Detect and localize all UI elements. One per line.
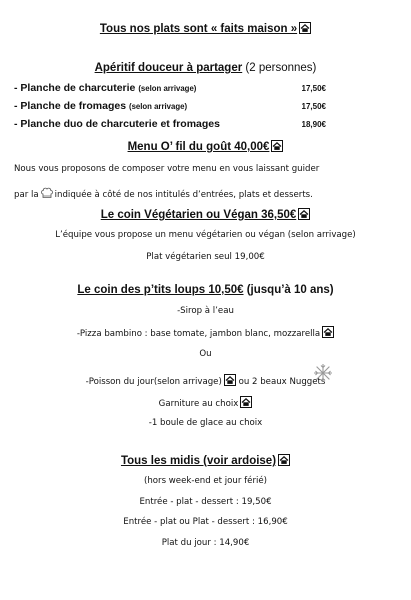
midis-text-2: Entrée - plat - dessert : 19,50€ [139, 497, 272, 507]
house-icon [298, 208, 310, 223]
vegetarien-heading: Le coin Végétarien ou Végan 36,50€ [0, 208, 411, 223]
midis-text-4: Plat du jour : 14,90€ [161, 538, 250, 548]
midis-text-1: (hors week-end et jour férié) [143, 476, 268, 486]
ptits-loups-garniture: Garniture au choix [0, 396, 411, 411]
aperitif-item-fromages: - Planche de fromages (selon arrivage) 17,50€ [14, 100, 326, 112]
aperitif-item-duo: - Planche duo de charcuterie et fromages 18,90€ [14, 118, 326, 130]
chef-hat-icon [40, 186, 54, 203]
menu-fil-heading: Menu O’ fil du goût 40,00€ [0, 140, 411, 155]
vegetarien-text-1: L’équipe vous propose un menu végétarien ou végan (selon arrivage) [55, 230, 356, 240]
ptits-loups-sirop: -Sirop à l’eau [177, 306, 234, 316]
midis-heading: Tous les midis (voir ardoise) [0, 454, 411, 469]
aperitif-item-charcuterie: - Planche de charcuterie (selon arrivage) 17,50€ [14, 82, 326, 94]
midis-text-3: Entrée - plat ou Plat - dessert : 16,90€ [123, 517, 288, 527]
house-icon [240, 396, 252, 411]
menu-fil-text-2: par la indiquée à côté de nos intitulés d’entrées, plats et desserts. [14, 186, 411, 203]
house-icon [271, 140, 283, 155]
ptits-loups-pizza: -Pizza bambino : base tomate, jambon blanc, mozzarella [0, 326, 411, 341]
ptits-loups-heading: Le coin des p’tits loups 10,50€ (jusqu’à 10 ans) [77, 284, 334, 296]
ptits-loups-glace: -1 boule de glace au choix [148, 418, 263, 428]
snowflake-icon [313, 363, 333, 388]
house-icon [224, 374, 236, 389]
menu-fil-text-1: Nous vous proposons de composer votre menu en vous laissant guider [14, 164, 320, 174]
ptits-loups-ou: Ou [199, 349, 212, 359]
house-icon [299, 22, 311, 37]
page-title: Tous nos plats sont « faits maison » [0, 22, 411, 37]
vegetarien-text-2: Plat végétarien seul 19,00€ [146, 252, 265, 262]
ptits-loups-poisson: -Poisson du jour(selon arrivage) ou 2 beaux Nuggets [0, 374, 411, 389]
house-icon [322, 326, 334, 341]
house-icon [278, 454, 290, 469]
aperitif-heading: Apéritif douceur à partager (2 personnes) [94, 62, 317, 74]
